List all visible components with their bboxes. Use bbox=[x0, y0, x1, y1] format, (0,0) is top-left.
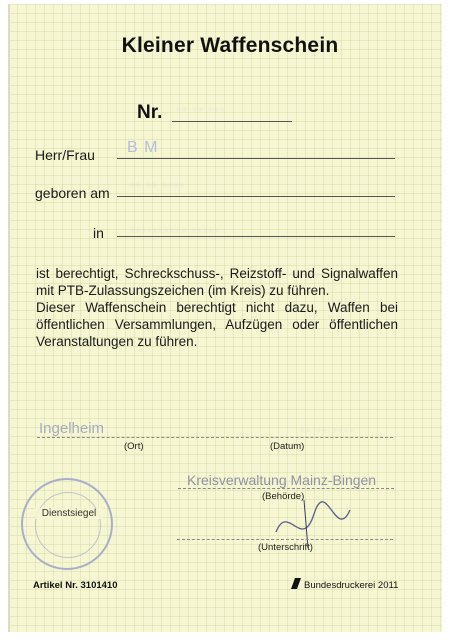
behoerde-label: (Behörde) bbox=[262, 491, 305, 502]
seal-inner-ring bbox=[35, 492, 101, 558]
unterschrift-label: (Unterschrift) bbox=[258, 542, 313, 553]
authority-stamp: Kreisverwaltung Mainz-Bingen bbox=[187, 472, 377, 488]
place-label: in bbox=[93, 225, 104, 241]
paragraph-restriction: Dieser Waffenschein berechtigt nicht dazu, Waffen bei öffentlichen Versammlungen, Aufzügen oder öffentlichen Veranstaltungen zu führen. bbox=[36, 300, 398, 349]
ort-datum-line bbox=[37, 437, 393, 438]
nr-label: Nr. bbox=[137, 102, 163, 123]
printer-credit: Bundesdruckerei 2011 bbox=[304, 580, 399, 591]
document-title: Kleiner Waffenschein bbox=[121, 34, 339, 57]
nr-line bbox=[172, 121, 292, 122]
born-value: ·· ·· ···· bbox=[130, 176, 186, 192]
permission-text bbox=[36, 265, 398, 350]
place-line bbox=[117, 236, 395, 237]
ort-label: (Ort) bbox=[124, 441, 144, 452]
name-line bbox=[117, 158, 395, 159]
place-value: ·········· ····· bbox=[130, 221, 220, 237]
signature-stroke-2 bbox=[304, 500, 308, 548]
behoerde-line bbox=[178, 488, 394, 489]
name-label: Herr/Frau bbox=[35, 147, 95, 163]
place-of-issue: Ingelheim bbox=[39, 420, 105, 437]
born-line bbox=[117, 196, 395, 197]
unterschrift-line bbox=[177, 539, 393, 540]
signature-stroke bbox=[276, 502, 350, 532]
name-value: B M bbox=[127, 139, 159, 156]
date-value: ·· ·· ···· bbox=[300, 421, 356, 437]
scan-margin bbox=[442, 0, 460, 642]
born-label: geboren am bbox=[35, 185, 110, 201]
paragraph-permission: ist berechtigt, Schreckschuss-, Reizstoff- und Signalwaffen mit PTB-Zulassungszeichen (im Kreis) zu führen. bbox=[36, 266, 398, 298]
article-number: Artikel Nr. 3101410 bbox=[33, 580, 118, 591]
nr-value: ·· ·· ··· bbox=[176, 100, 226, 116]
datum-label: (Datum) bbox=[270, 441, 305, 452]
official-seal bbox=[21, 478, 113, 570]
seal-label: Dienstsiegel bbox=[35, 508, 103, 519]
